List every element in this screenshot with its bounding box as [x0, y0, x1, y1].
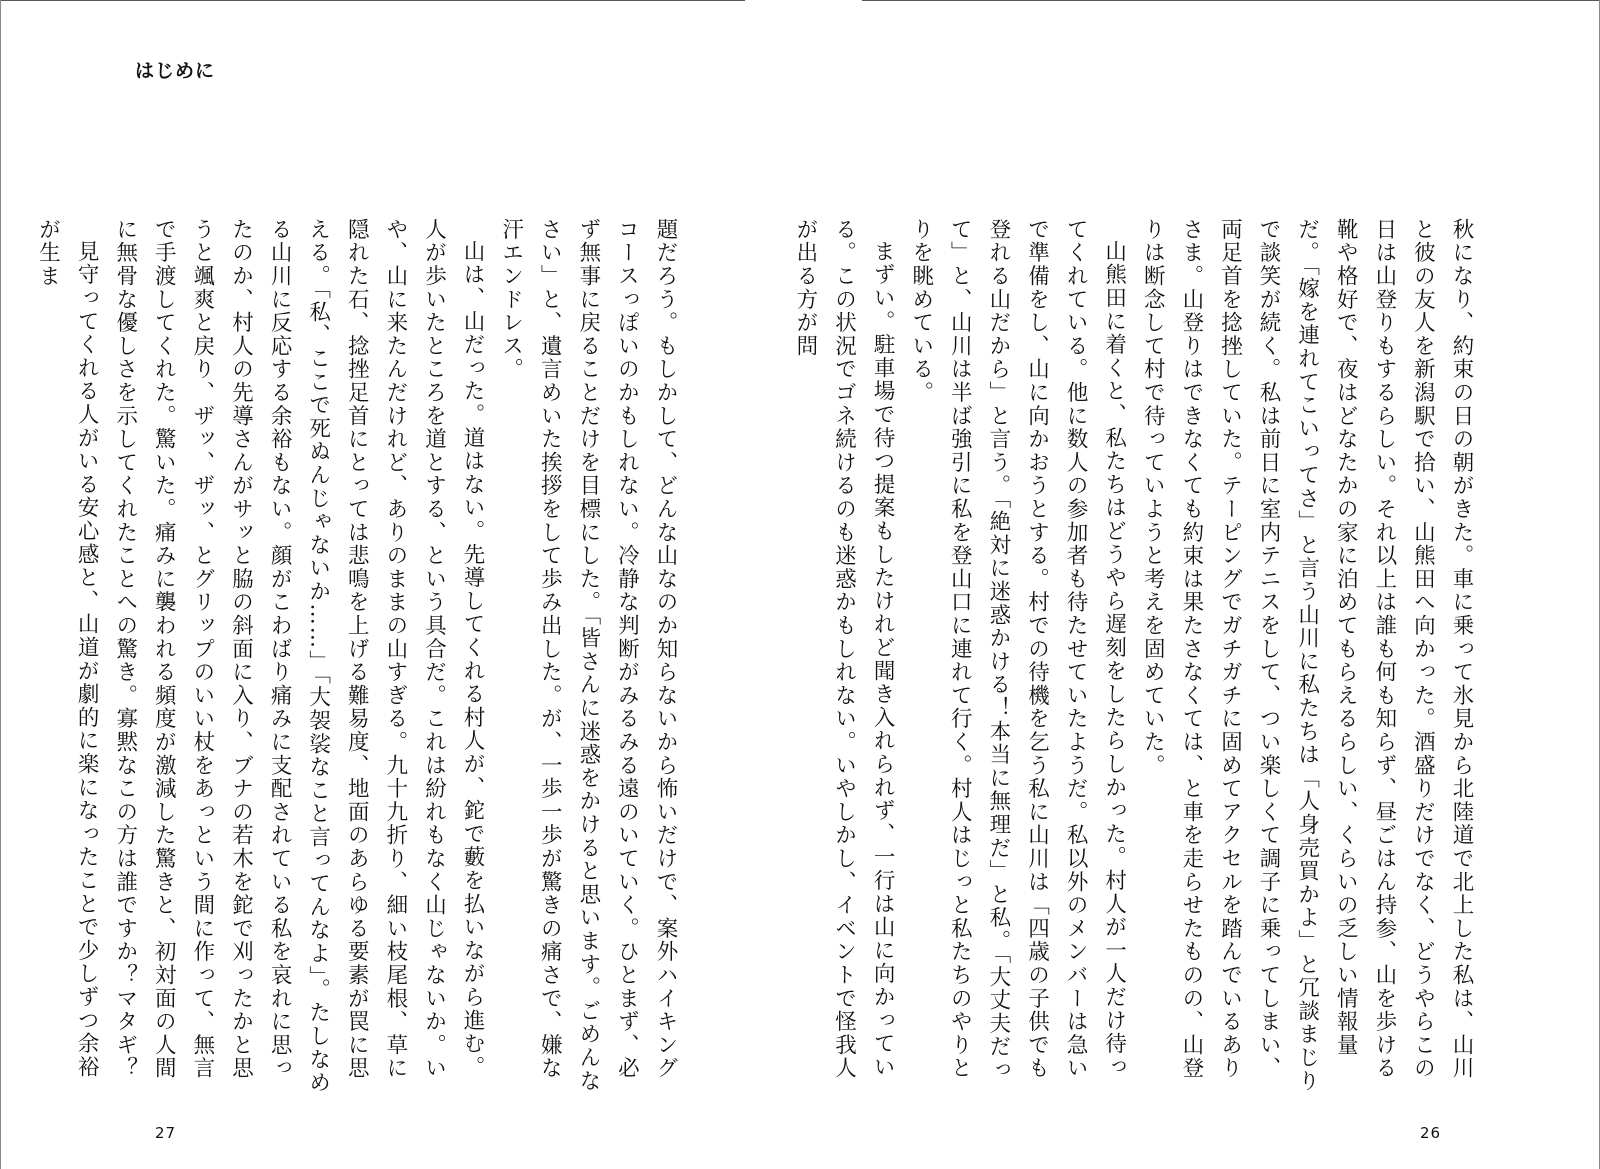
paragraph: 題だろう。もしかして、どんな山なのか知らないから怖いだけで、案外ハイキングコースっぽいのかもしれない。冷静な判断がみるみる遠のいていく。ひとまず、必ず無事に戻ることだけを目標にした。「皆さんに迷惑をかけると思います。ごめんなさい」と、遺言めいた挨拶をして歩み出した。が、一歩一歩が驚きの痛さで、嫌な汗エンドレス。 — [498, 218, 678, 1093]
paragraph: 山熊田に着くと、私たちはどうやら遅刻をしたらしかった。村人が一人だけ待ってくれている。他に数人の参加者も待たせていたようだ。私以外のメンバーは急いで準備をし、山に向かおうとする。村での待機を乞う私に山川は「四歳の子供でも登れる山だから」と言う。「絶対に迷惑かける！本当に無理だ」と私。「大丈夫だって」と、山川は半ば強引に私を登山口に連れて行く。村人はじっと私たちのやりとりを眺めている。 — [908, 218, 1127, 1082]
page-number: 27 — [155, 1124, 177, 1142]
paragraph: 秋になり、約束の日の朝がきた。車に乗って氷見から北陸道で北上した私は、山川と彼の友人を新潟駅で拾い、山熊田へ向かった。酒盛りだけでなく、どうやらこの日は山登りもするらしい。それ以上は誰も何も知らず、昼ごはん持参、山を歩ける靴や格好で、夜はどなたかの家に泊めてもらえるらしい、くらいの乏しい情報量だ。「嫁を連れてこいってさ」と言う山川に私たちは「人身売買かよ」と冗談まじりで談笑が続く。私は前日に室内テニスをして、つい楽しくて調子に乗ってしまい、両足首を捻挫していた。テーピングでガチガチに固めてアクセルを踏んでいるありさま。山登りはできなくても約束は果たさなくては、と車を走らせたものの、山登りは断念して村で待っていようと考えを固めていた。 — [1140, 218, 1474, 1093]
left-page-body — [35, 218, 684, 1098]
paragraph: 見守ってくれる人がいる安心感と、山道が劇的に楽になったことで少しずつ余裕が生ま — [35, 218, 100, 1079]
right-page — [792, 0, 1600, 1169]
section-heading: はじめに — [135, 60, 216, 82]
paragraph: まずい。駐車場で待つ提案もしたけれど聞き入れられず、一行は山に向かっている。この状況でゴネ続けるのも迷惑かもしれない。いやしかし、イベントで怪我人が出る方が問 — [792, 218, 896, 1081]
paragraph: 山は、山だった。道はない。先導してくれる村人が、鉈で藪を払いながら進む。人が歩いたところを道とする、という具合だ。これは紛れもなく山じゃないか。いや、山に来たんだけれど、ありのままの山すぎる。九十九折り、細い枝尾根、草に隠れた石、捻挫足首にとっては悲鳴を上げる難易度、地面のあらゆる要素が罠に思える。「私、ここで死ぬんじゃないか……」「大袈裟なこと言ってんなよ」。たしなめる山川に反応する余裕もない。顔がこわばり痛みに支配されている私を哀れに思ったのか、村人の先導さんがサッと脇の斜面に入り、ブナの若木を鉈で刈ったかと思うと颯爽と戻り、ザッ、ザッ、とグリップのいい杖をあっという間に作って、無言で手渡してくれた。驚いた。痛みに襲われる頻度が激減した驚きと、初対面の人間に無骨な優しさを示してくれたことへの驚き。寡黙なこの方は誰ですか？マタギ？ — [112, 218, 486, 1095]
page-number: 26 — [1420, 1124, 1442, 1142]
right-page-body — [792, 218, 1480, 1098]
